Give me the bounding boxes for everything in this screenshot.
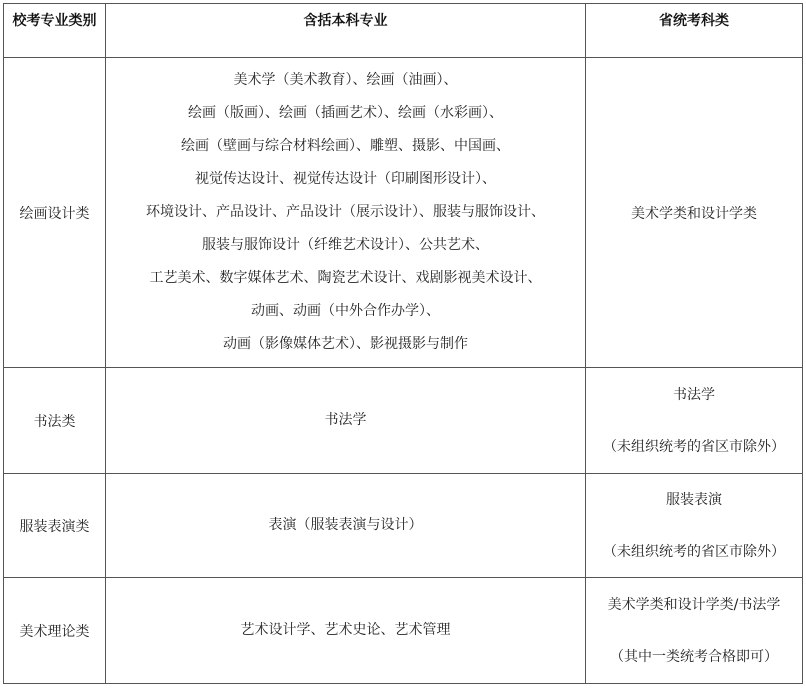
major-line: 工艺美术、数字媒体艺术、陶瓷艺术设计、戏剧影视美术设计、 bbox=[149, 270, 542, 286]
category-cell: 美术理论类 bbox=[4, 578, 106, 684]
major-line: 书法学 bbox=[324, 412, 367, 428]
header-majors: 含括本科专业 bbox=[106, 4, 586, 58]
exam-note: （未组织统考的省区市除外） bbox=[603, 438, 785, 455]
exam-cell bbox=[586, 474, 803, 578]
major-line: 表演（服装表演与设计） bbox=[268, 517, 423, 533]
major-line: 动画（影像媒体艺术）、影视摄影与制作 bbox=[223, 336, 468, 352]
major-category-table bbox=[3, 3, 803, 684]
majors-cell bbox=[106, 58, 586, 368]
header-provincial-exam: 省统考科类 bbox=[586, 4, 803, 58]
major-line: 绘画（版画）、绘画（插画艺术）、绘画（水彩画）、 bbox=[188, 105, 503, 121]
exam-main: 书法学 bbox=[673, 386, 715, 403]
header-row bbox=[4, 4, 803, 58]
exam-cell bbox=[586, 578, 803, 684]
exam-main: 美术学类和设计学类/书法学 bbox=[607, 596, 781, 613]
category-cell: 书法类 bbox=[4, 368, 106, 474]
category-cell: 绘画设计类 bbox=[4, 58, 106, 368]
major-line: 环境设计、产品设计、产品设计（展示设计）、服装与服饰设计、 bbox=[146, 204, 545, 220]
major-line: 动画、动画（中外合作办学）、 bbox=[251, 303, 440, 319]
table-row bbox=[4, 474, 803, 578]
table-row bbox=[4, 578, 803, 684]
exam-note: （其中一类统考合格即可） bbox=[610, 648, 778, 665]
major-line: 美术学（美术教育）、绘画（油画）、 bbox=[233, 72, 458, 88]
category-cell: 服装表演类 bbox=[4, 474, 106, 578]
major-line: 视觉传达设计、视觉传达设计（印刷图形设计）、 bbox=[195, 171, 496, 187]
major-line: 绘画（壁画与综合材料绘画）、雕塑、摄影、中国画、 bbox=[181, 138, 510, 154]
majors-cell bbox=[106, 368, 586, 474]
exam-main: 服装表演 bbox=[666, 491, 722, 508]
table-row bbox=[4, 368, 803, 474]
majors-cell bbox=[106, 578, 586, 684]
exam-cell bbox=[586, 368, 803, 474]
major-line: 服装与服饰设计（纤维艺术设计）、公共艺术、 bbox=[202, 237, 489, 253]
table-row bbox=[4, 58, 803, 368]
exam-cell: 美术学类和设计学类 bbox=[586, 58, 803, 368]
header-category: 校考专业类别 bbox=[4, 4, 106, 58]
exam-note: （未组织统考的省区市除外） bbox=[603, 543, 785, 560]
majors-cell bbox=[106, 474, 586, 578]
major-line: 艺术设计学、艺术史论、艺术管理 bbox=[240, 622, 451, 638]
